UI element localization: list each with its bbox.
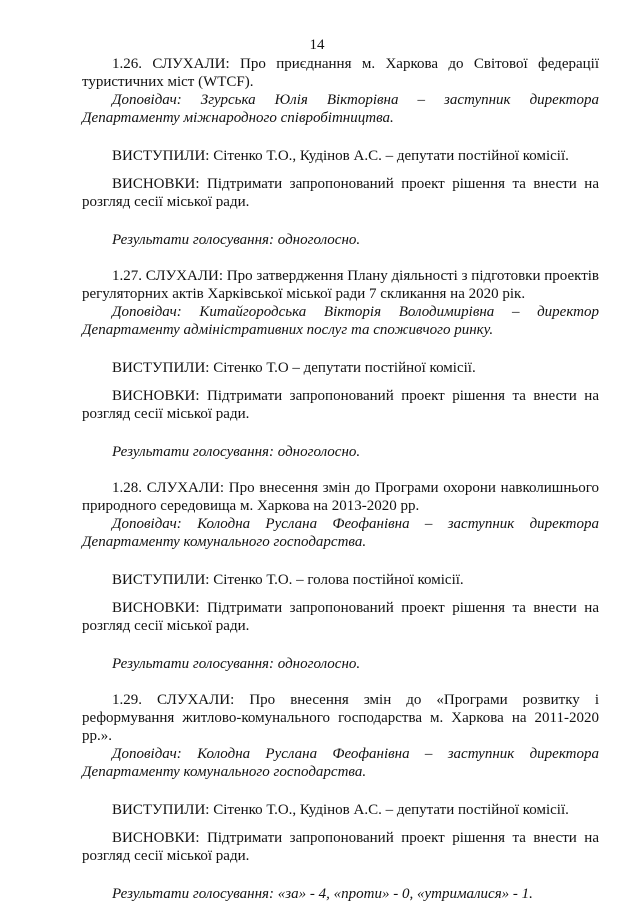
heard-text: 1.28. СЛУХАЛИ: Про внесення змін до Програми охорони навколишнього природного середовища м. Харкова на 2013-2020 рр. xyxy=(82,480,599,514)
conclusions-text: ВИСНОВКИ: Підтримати запропонований проект рішення та внести на розгляд сесії міської ради. xyxy=(82,830,599,864)
spoke-text: ВИСТУПИЛИ: Сітенко Т.О. – голова постійної комісії. xyxy=(112,572,464,588)
agenda-item-1-29 xyxy=(82,691,599,903)
speaker-text: Доповідач: Колодна Руслана Феофанівна – заступник директора Департаменту комунального господарства. xyxy=(82,746,599,780)
speaker-text: Доповідач: Колодна Руслана Феофанівна – заступник директора Департаменту комунального господарства. xyxy=(82,516,599,550)
agenda-item-1-27 xyxy=(82,267,599,461)
minutes-body xyxy=(82,55,599,921)
page-number: 14 xyxy=(309,37,325,53)
conclusions-text: ВИСНОВКИ: Підтримати запропонований проект рішення та внести на розгляд сесії міської ради. xyxy=(82,600,599,634)
speaker-text: Доповідач: Згурська Юлія Вікторівна – заступник директора Департаменту міжнародного співробітництва. xyxy=(82,92,599,126)
conclusions-text: ВИСНОВКИ: Підтримати запропонований проект рішення та внести на розгляд сесії міської ради. xyxy=(82,388,599,422)
speaker-text: Доповідач: Китайгородська Вікторія Володимирівна – директор Департаменту адміністративних послуг та споживчого ринку. xyxy=(82,304,599,338)
conclusions-text: ВИСНОВКИ: Підтримати запропонований проект рішення та внести на розгляд сесії міської ради. xyxy=(82,176,599,210)
vote-result: Результати голосування: «за» - 4, «проти» - 0, «утрималися» - 1. xyxy=(112,886,533,902)
vote-result: Результати голосування: одноголосно. xyxy=(112,656,361,672)
agenda-item-1-28 xyxy=(82,479,599,673)
heard-text: 1.26. СЛУХАЛИ: Про приєднання м. Харкова до Світової федерації туристичних міст (WTCF). xyxy=(82,56,599,90)
spoke-text: ВИСТУПИЛИ: Сітенко Т.О – депутати постійної комісії. xyxy=(112,360,476,376)
heard-text: 1.27. СЛУХАЛИ: Про затвердження Плану діяльності з підготовки проектів регуляторних актів Харківської міської ради 7 скликання на 2020 рік. xyxy=(82,268,599,302)
spoke-text: ВИСТУПИЛИ: Сітенко Т.О., Кудінов А.С. – депутати постійної комісії. xyxy=(112,148,569,164)
vote-result: Результати голосування: одноголосно. xyxy=(112,232,361,248)
spoke-text: ВИСТУПИЛИ: Сітенко Т.О., Кудінов А.С. – депутати постійної комісії. xyxy=(112,802,569,818)
vote-result: Результати голосування: одноголосно. xyxy=(112,444,361,460)
agenda-item-1-26 xyxy=(82,55,599,249)
heard-text: 1.29. СЛУХАЛИ: Про внесення змін до «Програми розвитку і реформування житлово-комунального господарства м. Харкова на 2011-2020 рр.». xyxy=(82,692,599,744)
